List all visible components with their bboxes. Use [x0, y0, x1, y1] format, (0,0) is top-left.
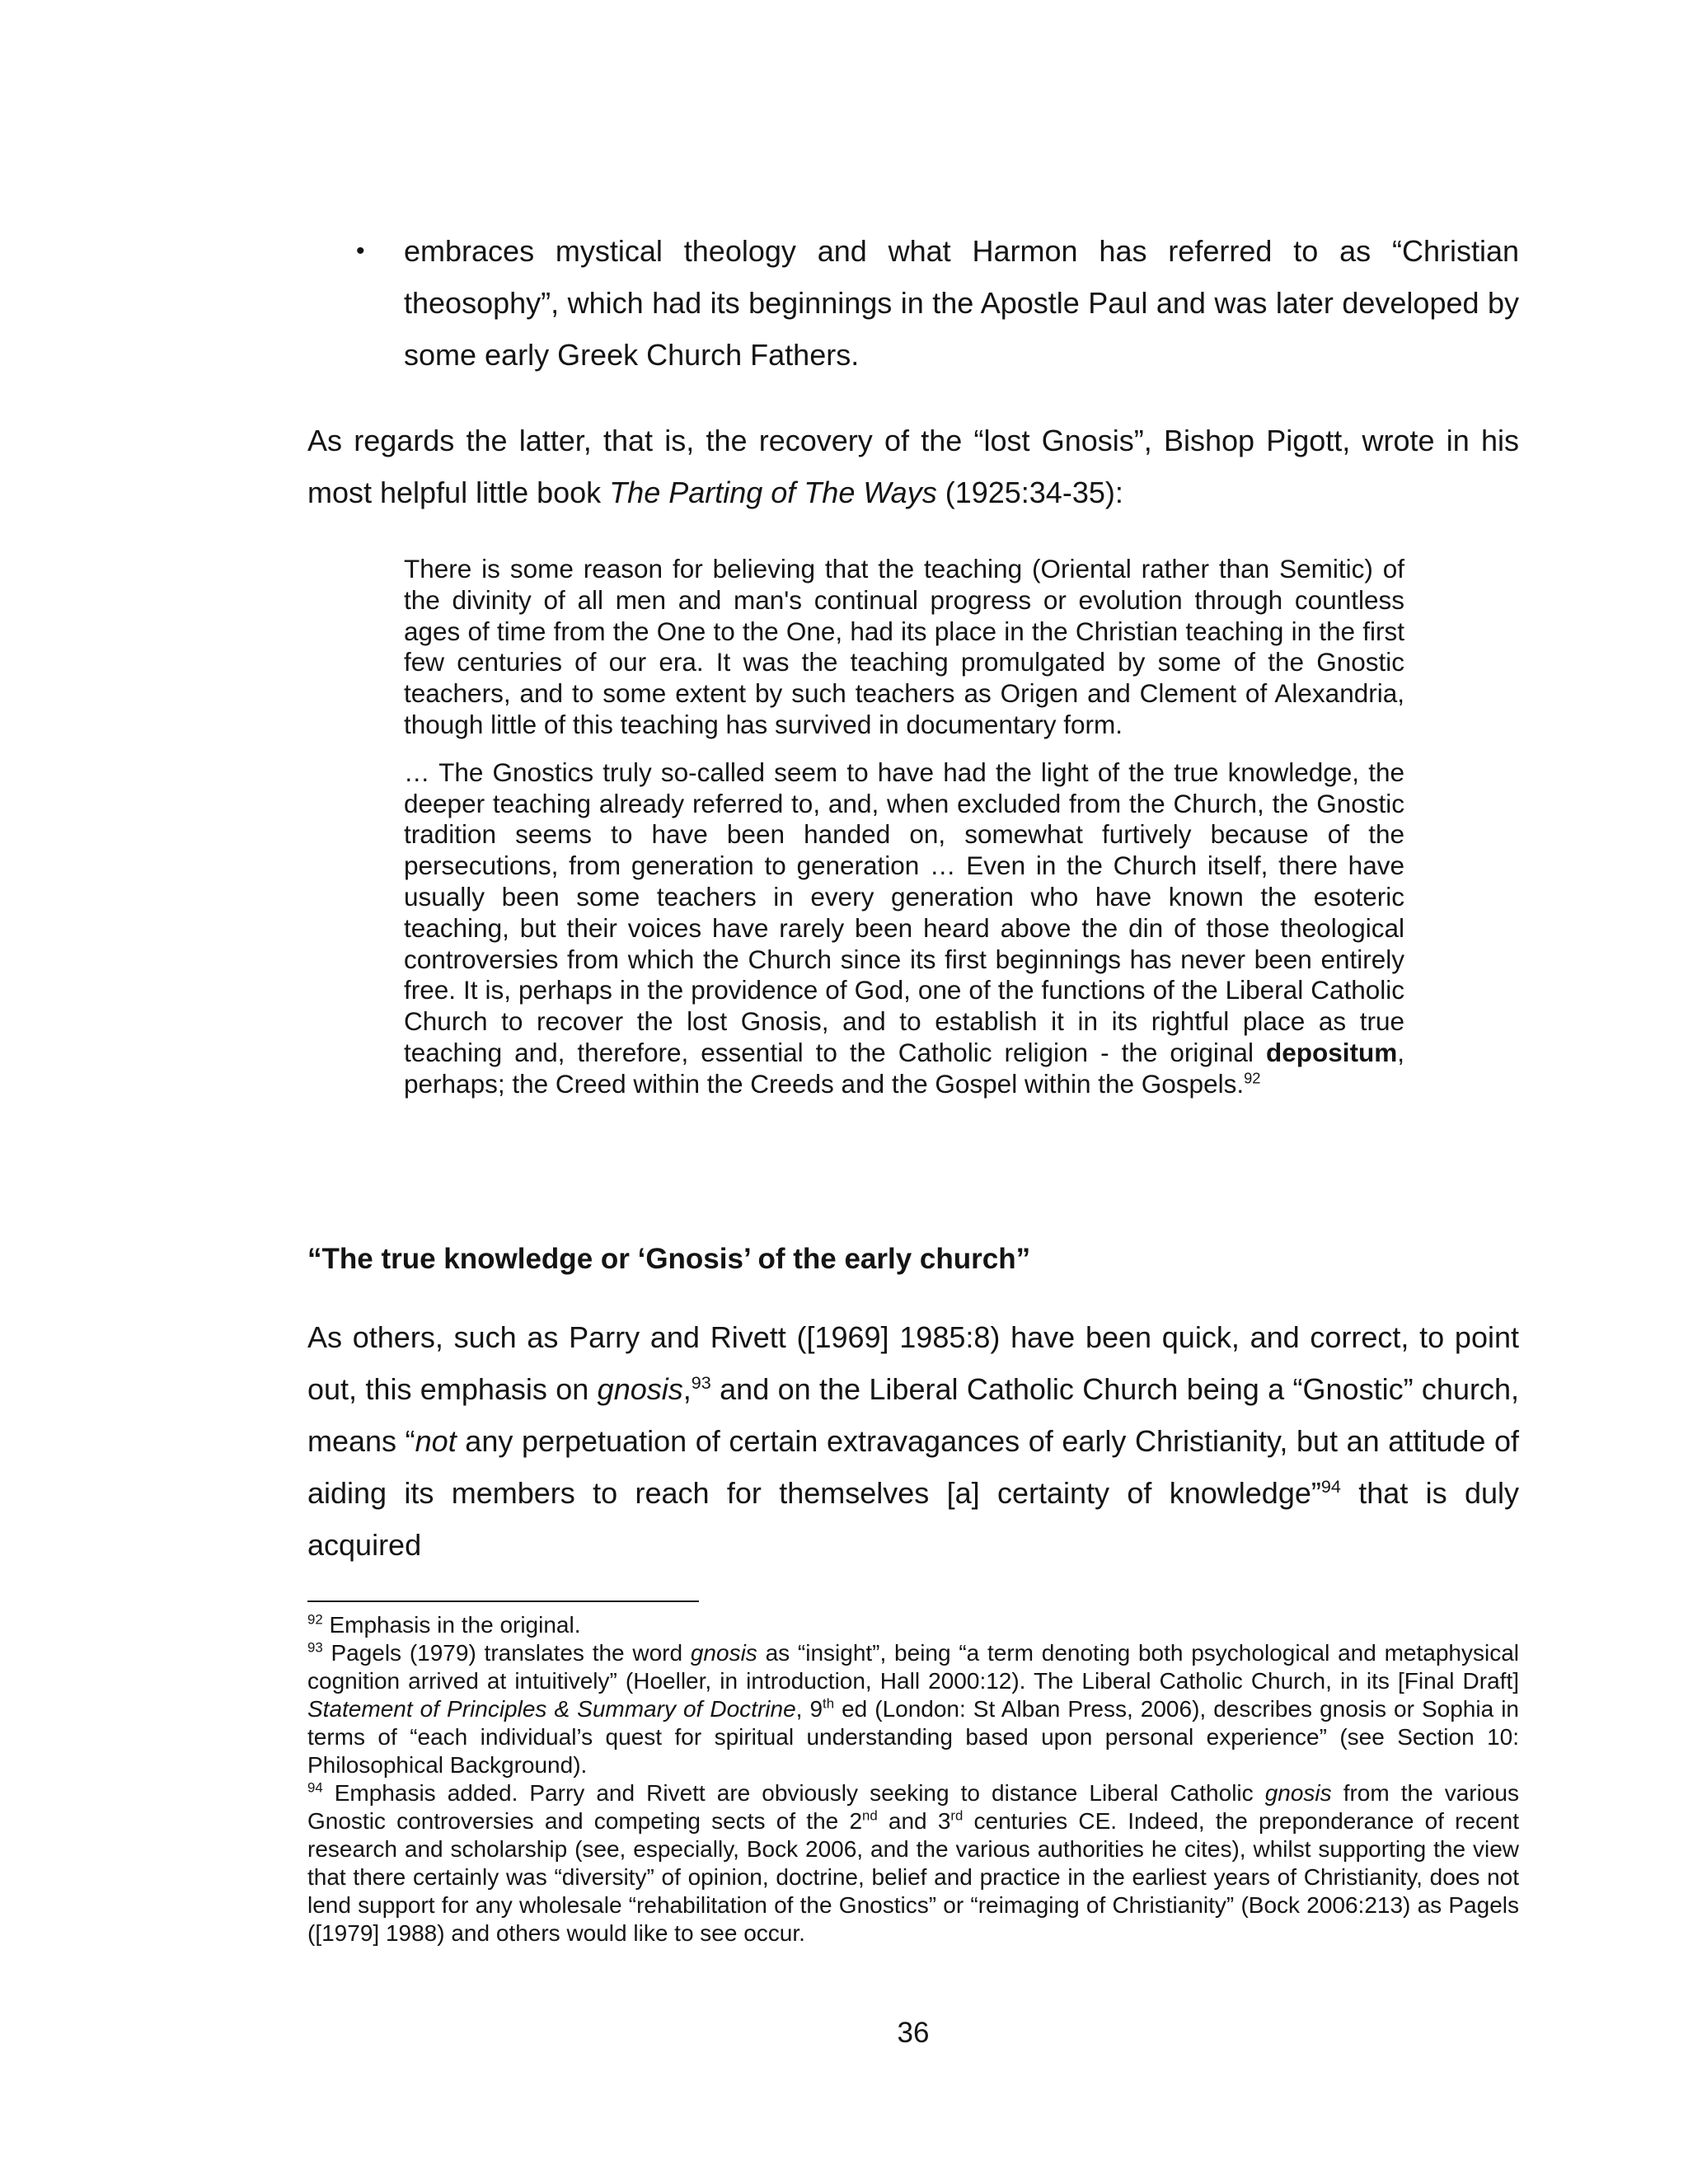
- page-number: 36: [897, 2017, 930, 2049]
- footnote-number-92: 92: [307, 1611, 323, 1628]
- footnote-94-text-4: centuries CE. Indeed, the preponderance of recent research and scholarship (see, especially, Bock 2006, and the various authorities he cites), whilst supporting the view that there certainly was “diversity” of opinion, doctrine, belief and practice in the earliest years of Christianity, does not lend support for any wholesale “rehabilitation of the Gnostics” or “reimaging of Christianity” (Bock 2006:213) as Pagels ([1979] 1988) and others would like to see occur.: [307, 1808, 1519, 1946]
- footnote-94-ordinal-rd: rd: [950, 1807, 964, 1824]
- intro-paragraph: [307, 415, 1519, 518]
- main-italic-gnosis: gnosis: [597, 1372, 683, 1406]
- main-paragraph: [307, 1311, 1519, 1571]
- footnote-93-italic-gnosis: gnosis: [690, 1640, 757, 1666]
- intro-text-before-title: As regards the latter, that is, the recovery of the “lost Gnosis”, Bishop Pigott, wrote in his most helpful little book: [307, 424, 1519, 509]
- footnote-ref-93[interactable]: 93: [691, 1372, 711, 1393]
- main-italic-not: not: [415, 1424, 457, 1458]
- footnote-94-italic-gnosis: gnosis: [1264, 1780, 1332, 1806]
- footnote-number-93: 93: [307, 1639, 323, 1656]
- block-quote: [404, 554, 1404, 1100]
- footnote-94-ordinal-nd: nd: [862, 1807, 878, 1824]
- footnote-93-italic-title: Statement of Principles & Summary of Doctrine: [307, 1696, 796, 1722]
- footnote-93-ordinal: th: [823, 1695, 835, 1712]
- footnotes: [307, 1611, 1519, 1947]
- footnote-ref-92[interactable]: 92: [1244, 1069, 1261, 1087]
- quote-paragraph-2: [404, 757, 1404, 1100]
- footnote-94-text-1: Emphasis added. Parry and Rivett are obviously seeking to distance Liberal Catholic: [322, 1780, 1265, 1806]
- main-text-part-5: that is duly acquired: [307, 1476, 1520, 1562]
- section-heading: “The true knowledge or ‘Gnosis’ of the early church”: [307, 1243, 1031, 1275]
- footnote-93-text-1: Pagels (1979) translates the word: [322, 1640, 691, 1666]
- book-title: The Parting of The Ways: [609, 476, 937, 509]
- bullet-marker: •: [356, 237, 365, 265]
- main-text-part-4: any perpetuation of certain extravagances of early Christianity, but an attitude of aiding its members to reach for themselves [a] certainty of knowledge”: [307, 1424, 1520, 1510]
- bullet-text: embraces mystical theology and what Harmon has referred to as “Christian theosophy”, which had its beginnings in the Apostle Paul and was later developed by some early Greek Church Fathers.: [404, 234, 1519, 372]
- quote-paragraph-2-end: , perhaps; the Creed within the Creeds and the Gospel within the Gospels.: [404, 1037, 1404, 1099]
- quote-paragraph-1: There is some reason for believing that the teaching (Oriental rather than Semitic) of the divinity of all men and man's continual progress or evolution through countless ages of time from the One to the One, had its place in the Christian teaching in the first few centuries of our era. It was the teaching promulgated by some of the Gnostic teachers, and to some extent by such teachers as Origen and Clement of Alexandria, though little of this teaching has survived in documentary form.: [404, 554, 1404, 739]
- bullet-list-item: [356, 225, 1519, 381]
- footnote-93-text-3: , 9: [795, 1696, 823, 1722]
- footnote-93: [307, 1639, 1519, 1779]
- footnote-ref-94[interactable]: 94: [1320, 1476, 1341, 1497]
- quote-paragraph-2-start: … The Gnostics truly so-called seem to have had the light of the true knowledge, the deeper teaching already referred to, and, when excluded from the Church, the Gnostic tradition seems to have been handed on, somewhat furtively because of the persecutions, from generation to generation … Even in the Church itself, there have usually been some teachers in every generation who have known the esoteric teaching, but their voices have rarely been heard above the din of those theological controversies from which the Church since its first beginnings has never been entirely free. It is, perhaps in the providence of God, one of the functions of the Liberal Catholic Church to recover the lost Gnosis, and to establish it in its rightful place as true teaching and, therefore, essential to the Catholic religion - the original: [404, 757, 1404, 1067]
- main-text-part-2: ,: [682, 1372, 692, 1406]
- footnote-94: [307, 1779, 1519, 1947]
- footnote-92-text: Emphasis in the original.: [322, 1612, 581, 1638]
- footnote-93-text-2: as “insight”, being “a term denoting both psychological and metaphysical cognition arrived at intuitively” (Hoeller, in introduction, Hall 2000:12). The Liberal Catholic Church, in its [Final Draft]: [307, 1640, 1519, 1694]
- quote-bold-word: depositum: [1265, 1037, 1398, 1067]
- footnote-94-text-2: from the various Gnostic controversies and competing sects of the 2: [307, 1780, 1519, 1834]
- footnote-93-text-4: ed (London: St Alban Press, 2006), describes gnosis or Sophia in terms of “each individual’s quest for spiritual understanding based upon personal experience” (see Section 10: Philosophical Background).: [307, 1696, 1519, 1778]
- main-text-part-3: and on the Liberal Catholic Church being a “Gnostic” church, means “: [307, 1372, 1519, 1458]
- footnote-94-text-3: and 3: [877, 1808, 951, 1834]
- intro-text-after-title: (1925:34-35):: [936, 476, 1123, 509]
- footnote-92: [307, 1611, 1519, 1639]
- footnote-number-94: 94: [307, 1779, 323, 1796]
- footnote-separator: [307, 1601, 699, 1602]
- main-text-part-1: As others, such as Parry and Rivett ([1969] 1985:8) have been quick, and correct, to point out, this emphasis on: [307, 1320, 1519, 1406]
